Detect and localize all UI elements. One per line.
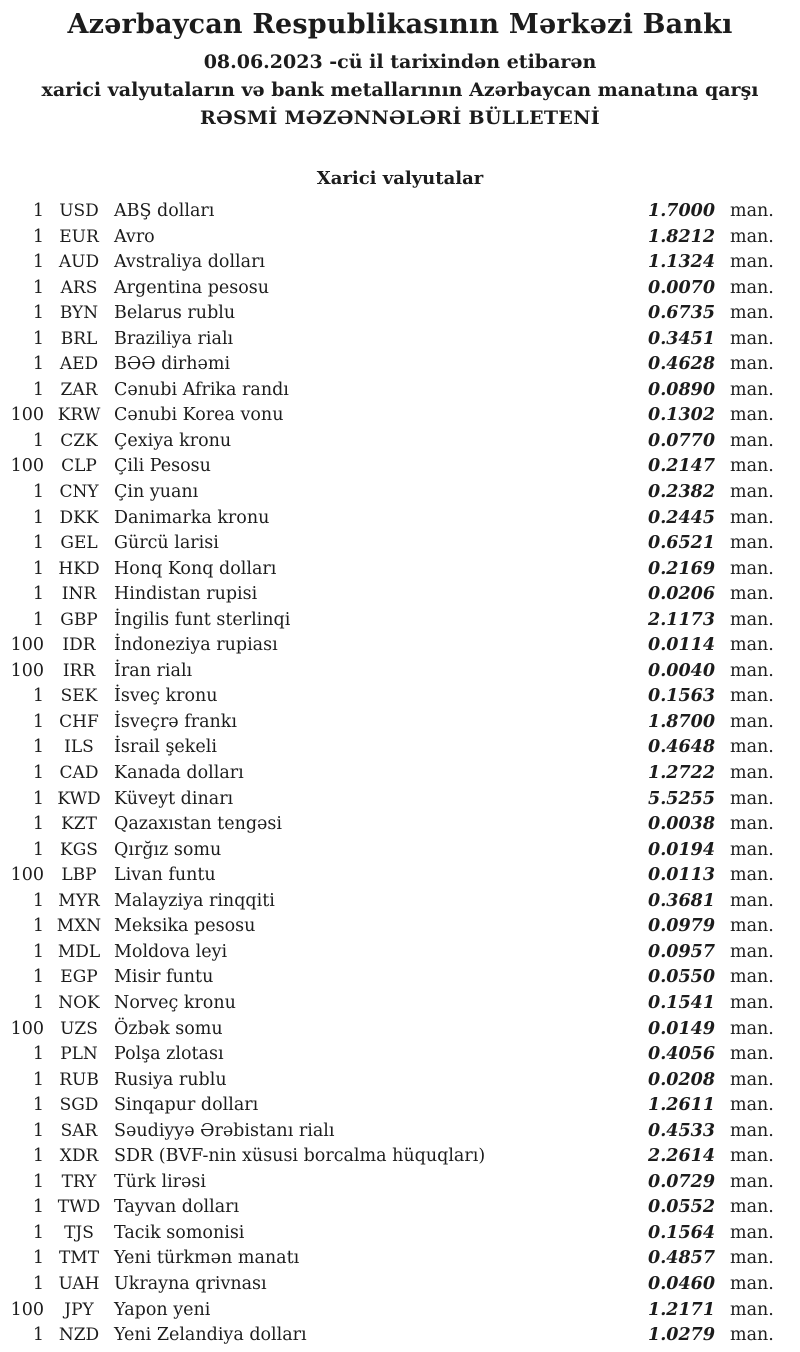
- table-row: [0, 1144, 800, 1170]
- table-row: [0, 506, 800, 532]
- unit-label-cell: man.: [730, 430, 774, 451]
- unit-label-cell: man.: [730, 763, 774, 784]
- quantity-cell: 1: [32, 1197, 44, 1218]
- quantity-cell: 1: [32, 252, 44, 273]
- table-row: [0, 965, 800, 991]
- quantity-cell: 1: [32, 430, 44, 451]
- rate-value-cell: 0.0040: [648, 660, 715, 681]
- unit-label-cell: man.: [730, 865, 774, 886]
- rate-value-cell: 0.2445: [648, 507, 715, 528]
- table-row: [0, 378, 800, 404]
- quantity-cell: 1: [32, 1325, 44, 1346]
- table-row: [0, 1323, 800, 1349]
- currency-code-cell: ARS: [60, 277, 98, 298]
- currency-code-cell: GEL: [60, 533, 98, 554]
- currency-code-cell: TMT: [58, 1248, 100, 1269]
- currency-name-cell: Yeni Zelandiya dolları: [114, 1325, 307, 1346]
- unit-label-cell: man.: [730, 1018, 774, 1039]
- rate-value-cell: 0.0729: [648, 1171, 715, 1192]
- unit-label-cell: man.: [730, 711, 774, 732]
- quantity-cell: 1: [32, 201, 44, 221]
- table-row: [0, 1068, 800, 1094]
- bank-name-title: Azərbaycan Respublikasının Mərkəzi Bankı: [67, 9, 733, 40]
- rate-value-cell: 0.6735: [648, 303, 715, 324]
- bulletin-header: [0, 0, 800, 130]
- unit-label-cell: man.: [730, 1197, 774, 1218]
- unit-label-cell: man.: [730, 1044, 774, 1065]
- currency-code-cell: KRW: [57, 405, 101, 426]
- rate-value-cell: 0.2382: [648, 482, 715, 503]
- currency-name-cell: Özbək somu: [114, 1018, 223, 1039]
- unit-label-cell: man.: [730, 328, 774, 349]
- table-row: [0, 761, 800, 787]
- quantity-cell: 1: [32, 1095, 44, 1116]
- rate-value-cell: 0.0957: [648, 941, 715, 962]
- currency-code-cell: RUB: [59, 1069, 99, 1090]
- rate-value-cell: 0.0552: [648, 1197, 715, 1218]
- currency-name-cell: İngilis funt sterlinqi: [114, 609, 291, 630]
- quantity-cell: 1: [32, 533, 44, 554]
- currency-code-cell: CHF: [59, 711, 99, 732]
- currency-name-cell: İsrail şekeli: [114, 737, 217, 758]
- subject-line: xarici valyutaların və bank metallarının Azərbaycan manatına qarşı: [41, 79, 759, 101]
- unit-label-cell: man.: [730, 916, 774, 937]
- currency-name-cell: ABŞ dolları: [114, 201, 215, 221]
- currency-name-cell: Malayziya rinqqiti: [114, 890, 275, 911]
- currency-code-cell: TJS: [64, 1222, 94, 1243]
- unit-label-cell: man.: [730, 1095, 774, 1116]
- table-row: [0, 1195, 800, 1221]
- currency-code-cell: TRY: [61, 1171, 97, 1192]
- currency-name-cell: Səudiyyə Ərəbistanı rialı: [114, 1120, 335, 1141]
- table-row: [0, 1017, 800, 1043]
- currency-name-cell: Livan funtu: [114, 865, 216, 886]
- unit-label-cell: man.: [730, 839, 774, 860]
- currency-name-cell: Honq Konq dolları: [114, 558, 277, 579]
- currency-name-cell: Küveyt dinarı: [114, 788, 234, 809]
- currency-code-cell: IRR: [62, 660, 96, 681]
- rate-value-cell: 0.0890: [648, 379, 715, 400]
- currency-name-cell: Çili Pesosu: [114, 456, 211, 477]
- currency-code-cell: EUR: [59, 226, 99, 247]
- quantity-cell: 1: [32, 303, 44, 324]
- currency-code-cell: NOK: [58, 992, 100, 1013]
- table-row: [0, 276, 800, 302]
- quantity-cell: 1: [32, 1146, 44, 1167]
- currency-name-cell: Polşa zlotası: [114, 1044, 224, 1065]
- table-row: [0, 250, 800, 276]
- unit-label-cell: man.: [730, 252, 774, 273]
- effective-date-line: 08.06.2023 -cü il tarixindən etibarən: [203, 51, 597, 73]
- quantity-cell: 1: [32, 226, 44, 247]
- currency-name-cell: Avstraliya dolları: [114, 252, 266, 273]
- rate-value-cell: 0.4533: [648, 1120, 715, 1141]
- rate-value-cell: 0.0460: [648, 1273, 715, 1294]
- quantity-cell: 1: [32, 1273, 44, 1294]
- table-row: [0, 659, 800, 685]
- quantity-cell: 1: [32, 992, 44, 1013]
- currency-name-cell: Sinqapur dolları: [114, 1095, 259, 1116]
- rate-value-cell: 0.3451: [648, 328, 715, 349]
- currency-code-cell: DKK: [59, 507, 99, 528]
- section-title-foreign-currencies: Xarici valyutalar: [316, 168, 484, 189]
- unit-label-cell: man.: [730, 1120, 774, 1141]
- table-row: [0, 1221, 800, 1247]
- currency-code-cell: HKD: [58, 558, 100, 579]
- rate-value-cell: 0.4857: [648, 1248, 715, 1269]
- quantity-cell: 100: [10, 635, 44, 656]
- table-row: [0, 608, 800, 634]
- bulletin-title: RƏSMİ MƏZƏNNƏLƏRİ BÜLLETENİ: [200, 107, 600, 129]
- table-row: [0, 352, 800, 378]
- quantity-cell: 1: [32, 916, 44, 937]
- exchange-rates-table: [0, 199, 800, 1349]
- currency-code-cell: AUD: [58, 252, 100, 273]
- currency-name-cell: Türk lirəsi: [114, 1171, 206, 1192]
- unit-label-cell: man.: [730, 226, 774, 247]
- rate-value-cell: 1.7000: [648, 201, 715, 221]
- currency-code-cell: NZD: [58, 1325, 100, 1346]
- table-row: [0, 403, 800, 429]
- unit-label-cell: man.: [730, 354, 774, 375]
- table-row: [0, 914, 800, 940]
- currency-code-cell: UZS: [60, 1018, 98, 1039]
- rate-value-cell: 0.0114: [648, 635, 715, 656]
- quantity-cell: 1: [32, 328, 44, 349]
- rate-value-cell: 1.1324: [648, 252, 715, 273]
- currency-code-cell: ILS: [64, 737, 94, 758]
- currency-name-cell: Qazaxıstan tengəsi: [114, 814, 282, 835]
- unit-label-cell: man.: [730, 1248, 774, 1269]
- currency-code-cell: INR: [61, 584, 97, 605]
- rate-value-cell: 0.0550: [648, 967, 715, 988]
- currency-code-cell: PLN: [60, 1044, 98, 1065]
- rate-value-cell: 0.6521: [648, 533, 715, 554]
- quantity-cell: 1: [32, 788, 44, 809]
- rate-value-cell: 5.5255: [648, 788, 715, 809]
- unit-label-cell: man.: [730, 277, 774, 298]
- unit-label-cell: man.: [730, 482, 774, 503]
- rate-value-cell: 1.8700: [648, 711, 715, 732]
- unit-label-cell: man.: [730, 609, 774, 630]
- currency-name-cell: Meksika pesosu: [114, 916, 256, 937]
- currency-name-cell: Tayvan dolları: [114, 1197, 240, 1218]
- table-row: [0, 1170, 800, 1196]
- unit-label-cell: man.: [730, 686, 774, 707]
- quantity-cell: 1: [32, 609, 44, 630]
- unit-label-cell: man.: [730, 1171, 774, 1192]
- quantity-cell: 1: [32, 277, 44, 298]
- table-row: [0, 199, 800, 225]
- rate-value-cell: 0.0208: [648, 1069, 715, 1090]
- quantity-cell: 1: [32, 839, 44, 860]
- quantity-cell: 1: [32, 1171, 44, 1192]
- table-row: [0, 633, 800, 659]
- unit-label-cell: man.: [730, 814, 774, 835]
- currency-name-cell: Danimarka kronu: [114, 507, 270, 528]
- table-row: [0, 812, 800, 838]
- rate-value-cell: 0.1564: [648, 1222, 715, 1243]
- rate-value-cell: 1.0279: [648, 1325, 715, 1346]
- rate-value-cell: 1.2722: [648, 763, 715, 784]
- table-row: [0, 301, 800, 327]
- currency-name-cell: Yapon yeni: [114, 1299, 211, 1320]
- unit-label-cell: man.: [730, 941, 774, 962]
- currency-name-cell: Yeni türkmən manatı: [114, 1248, 300, 1269]
- currency-code-cell: ZAR: [60, 379, 98, 400]
- table-row: [0, 531, 800, 557]
- currency-name-cell: Avro: [114, 226, 155, 247]
- unit-label-cell: man.: [730, 201, 774, 221]
- quantity-cell: 1: [32, 1044, 44, 1065]
- currency-name-cell: Çexiya kronu: [114, 430, 232, 451]
- quantity-cell: 100: [10, 1018, 44, 1039]
- unit-label-cell: man.: [730, 992, 774, 1013]
- rate-value-cell: 0.2147: [648, 456, 715, 477]
- unit-label-cell: man.: [730, 1299, 774, 1320]
- currency-name-cell: Cənubi Korea vonu: [114, 405, 284, 426]
- rate-value-cell: 0.0206: [648, 584, 715, 605]
- currency-code-cell: IDR: [62, 635, 96, 656]
- rate-value-cell: 0.4648: [648, 737, 715, 758]
- rate-value-cell: 0.0113: [648, 865, 715, 886]
- quantity-cell: 1: [32, 482, 44, 503]
- currency-code-cell: TWD: [57, 1197, 101, 1218]
- unit-label-cell: man.: [730, 635, 774, 656]
- quantity-cell: 1: [32, 814, 44, 835]
- rate-value-cell: 0.0194: [648, 839, 715, 860]
- currency-code-cell: MDL: [57, 941, 101, 962]
- currency-name-cell: Misir funtu: [114, 967, 214, 988]
- unit-label-cell: man.: [730, 1325, 774, 1346]
- currency-code-cell: CAD: [59, 763, 99, 784]
- table-row: [0, 991, 800, 1017]
- quantity-cell: 1: [32, 379, 44, 400]
- table-row: [0, 787, 800, 813]
- currency-code-cell: MXN: [56, 916, 102, 937]
- table-row: [0, 429, 800, 455]
- currency-code-cell: GBP: [60, 609, 98, 630]
- table-row: [0, 940, 800, 966]
- unit-label-cell: man.: [730, 456, 774, 477]
- quantity-cell: 1: [32, 507, 44, 528]
- quantity-cell: 1: [32, 1069, 44, 1090]
- currency-name-cell: Norveç kronu: [114, 992, 236, 1013]
- quantity-cell: 1: [32, 1248, 44, 1269]
- currency-name-cell: İran rialı: [114, 660, 193, 681]
- unit-label-cell: man.: [730, 1222, 774, 1243]
- table-row: [0, 480, 800, 506]
- unit-label-cell: man.: [730, 660, 774, 681]
- table-row: [0, 1042, 800, 1068]
- table-row: [0, 557, 800, 583]
- quantity-cell: 100: [10, 660, 44, 681]
- quantity-cell: 1: [32, 1120, 44, 1141]
- table-row: [0, 863, 800, 889]
- table-row: [0, 225, 800, 251]
- quantity-cell: 1: [32, 558, 44, 579]
- currency-name-cell: İsveçrə frankı: [114, 711, 237, 732]
- currency-code-cell: KZT: [61, 814, 97, 835]
- unit-label-cell: man.: [730, 533, 774, 554]
- unit-label-cell: man.: [730, 405, 774, 426]
- unit-label-cell: man.: [730, 558, 774, 579]
- quantity-cell: 100: [10, 865, 44, 886]
- table-row: [0, 710, 800, 736]
- currency-code-cell: BRL: [60, 328, 98, 349]
- currency-name-cell: Cənubi Afrika randı: [114, 379, 289, 400]
- unit-label-cell: man.: [730, 507, 774, 528]
- table-row: [0, 327, 800, 353]
- currency-name-cell: Kanada dolları: [114, 763, 244, 784]
- currency-name-cell: Çin yuanı: [114, 482, 199, 503]
- currency-code-cell: LBP: [61, 865, 97, 886]
- rate-value-cell: 0.4056: [648, 1044, 715, 1065]
- rate-value-cell: 0.0070: [648, 277, 715, 298]
- currency-name-cell: Belarus rublu: [114, 303, 236, 324]
- unit-label-cell: man.: [730, 379, 774, 400]
- currency-name-cell: Braziliya rialı: [114, 328, 234, 349]
- quantity-cell: 1: [32, 737, 44, 758]
- currency-code-cell: EGP: [60, 967, 98, 988]
- currency-name-cell: Tacik somonisi: [114, 1222, 245, 1243]
- currency-name-cell: Gürcü larisi: [114, 533, 219, 554]
- currency-code-cell: MYR: [58, 890, 100, 911]
- table-row: [0, 1298, 800, 1324]
- unit-label-cell: man.: [730, 1146, 774, 1167]
- currency-code-cell: KGS: [60, 839, 98, 860]
- quantity-cell: 1: [32, 354, 44, 375]
- currency-code-cell: SAR: [60, 1120, 98, 1141]
- currency-code-cell: KWD: [57, 788, 101, 809]
- table-row: [0, 1272, 800, 1298]
- quantity-cell: 1: [32, 763, 44, 784]
- table-row: [0, 1093, 800, 1119]
- currency-name-cell: SDR (BVF-nin xüsusi borcalma hüquqları): [114, 1146, 486, 1167]
- currency-name-cell: Argentina pesosu: [114, 277, 270, 298]
- unit-label-cell: man.: [730, 788, 774, 809]
- rate-value-cell: 1.2611: [648, 1095, 715, 1116]
- currency-name-cell: İndoneziya rupiası: [114, 635, 278, 656]
- quantity-cell: 1: [32, 941, 44, 962]
- unit-label-cell: man.: [730, 1273, 774, 1294]
- rate-value-cell: 0.1302: [648, 405, 715, 426]
- unit-label-cell: man.: [730, 1069, 774, 1090]
- currency-code-cell: XDR: [59, 1146, 99, 1167]
- rate-value-cell: 0.1541: [648, 992, 715, 1013]
- currency-name-cell: Moldova leyi: [114, 941, 228, 962]
- currency-name-cell: Ukrayna qrivnası: [114, 1273, 267, 1294]
- quantity-cell: 1: [32, 890, 44, 911]
- unit-label-cell: man.: [730, 737, 774, 758]
- rate-value-cell: 0.0149: [648, 1018, 715, 1039]
- table-row: [0, 1119, 800, 1145]
- quantity-cell: 1: [32, 967, 44, 988]
- rate-value-cell: 0.0038: [648, 814, 715, 835]
- quantity-cell: 1: [32, 686, 44, 707]
- quantity-cell: 1: [32, 711, 44, 732]
- currency-code-cell: CLP: [61, 456, 97, 477]
- currency-code-cell: SGD: [59, 1095, 99, 1116]
- currency-name-cell: Hindistan rupisi: [114, 584, 258, 605]
- quantity-cell: 100: [10, 405, 44, 426]
- currency-code-cell: CZK: [60, 430, 98, 451]
- currency-code-cell: JPY: [64, 1299, 94, 1320]
- rate-value-cell: 0.0979: [648, 916, 715, 937]
- table-row: [0, 889, 800, 915]
- rate-value-cell: 0.0770: [648, 430, 715, 451]
- rate-value-cell: 0.2169: [648, 558, 715, 579]
- rate-value-cell: 2.1173: [648, 609, 715, 630]
- currency-code-cell: UAH: [58, 1273, 100, 1294]
- rate-value-cell: 0.1563: [648, 686, 715, 707]
- currency-code-cell: BYN: [59, 303, 99, 324]
- currency-name-cell: Qırğız somu: [114, 839, 222, 860]
- currency-name-cell: İsveç kronu: [114, 686, 218, 707]
- rate-value-cell: 0.4628: [648, 354, 715, 375]
- table-row: [0, 684, 800, 710]
- unit-label-cell: man.: [730, 890, 774, 911]
- table-row: [0, 1246, 800, 1272]
- rate-value-cell: 1.2171: [648, 1299, 715, 1320]
- quantity-cell: 100: [10, 456, 44, 477]
- currency-code-cell: CNY: [59, 482, 99, 503]
- quantity-cell: 1: [32, 584, 44, 605]
- rate-value-cell: 1.8212: [648, 226, 715, 247]
- table-row: [0, 582, 800, 608]
- table-row: [0, 454, 800, 480]
- quantity-cell: 1: [32, 1222, 44, 1243]
- table-row: [0, 838, 800, 864]
- currency-code-cell: AED: [59, 354, 99, 375]
- rate-value-cell: 0.3681: [648, 890, 715, 911]
- currency-name-cell: Rusiya rublu: [114, 1069, 227, 1090]
- unit-label-cell: man.: [730, 967, 774, 988]
- unit-label-cell: man.: [730, 303, 774, 324]
- rate-value-cell: 2.2614: [648, 1146, 715, 1167]
- unit-label-cell: man.: [730, 584, 774, 605]
- table-row: [0, 735, 800, 761]
- quantity-cell: 100: [10, 1299, 44, 1320]
- currency-code-cell: USD: [59, 201, 99, 221]
- currency-code-cell: SEK: [60, 686, 98, 707]
- currency-name-cell: BƏƏ dirhəmi: [114, 354, 231, 375]
